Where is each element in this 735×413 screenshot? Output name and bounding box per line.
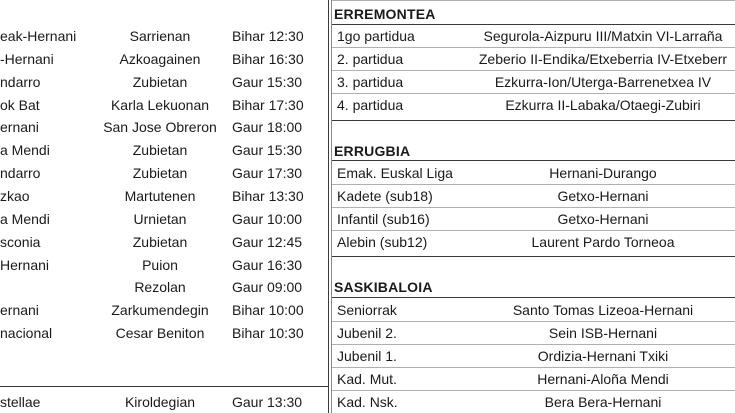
errugbia-row-match: Getxo-Hernani [557,188,649,204]
row-teams: ernani [0,302,39,319]
row-venue: Cesar Beniton [115,325,205,342]
saskibaloia-row-label: Seniorrak [337,302,397,318]
row-time: Gaur 15:30 [232,73,303,90]
row-time: Gaur 10:00 [232,210,303,227]
saskibaloia-row-label: Jubenil 2. [337,325,397,341]
errugbia-title-underline [332,160,735,161]
errugbia-row-match: Getxo-Hernani [557,211,649,227]
row-venue: Rezolan [134,279,186,296]
row-teams: ernani [0,119,39,136]
saskibaloia-row-match: Santo Tomas Lizeoa-Hernani [512,302,694,318]
row-time: Bihar 17:30 [232,96,304,113]
row-teams: nacional [0,325,53,342]
errugbia-row-label: Emak. Euskal Liga [337,165,453,181]
erremontea-row-match: Ezkurra II-Labaka/Otaegi-Zubiri [505,97,701,113]
row-venue: Zubietan [132,165,188,182]
saskibaloia-row-match: Ordizia-Hernani Txiki [537,348,669,364]
saskibaloia-row-label: Kad. Nsk. [337,394,398,410]
row-teams: a Mendi [0,210,50,227]
left-bottom-teams: stellae [0,394,41,410]
row-teams: ndarro [0,165,41,182]
erremontea-row-match: Zeberio II-Endika/Etxeberria IV-Etxeberr [478,51,728,67]
erremontea-row-label: 2. partidua [337,51,404,67]
left-bottom-venue: Kiroldegian [124,394,196,410]
row-venue: Puion [142,256,178,273]
saskibaloia-row-match: Hernani-Aloña Mendi [537,371,669,387]
erremontea-row-separator [332,93,735,94]
erremontea-row-separator [332,47,735,48]
erremontea-title: ERREMONTEA [334,6,436,22]
errugbia-row-separator [332,230,735,231]
errugbia-row-label: Kadete (sub18) [337,188,433,204]
row-time: Gaur 18:00 [232,119,303,136]
erremontea-row-separator [332,70,735,71]
errugbia-title: ERRUGBIA [334,143,411,159]
erremontea-row-match: Ezkurra-Ion/Uterga-Barrenetxea IV [494,74,712,90]
saskibaloia-row-separator [332,344,735,345]
row-time: Bihar 13:30 [232,187,304,204]
saskibaloia-title: SASKIBALOIA [334,279,433,295]
saskibaloia-row-match: Bera Bera-Hernani [544,394,662,410]
row-teams: a Mendi [0,142,50,159]
row-time: Bihar 10:00 [232,302,304,319]
row-teams: sconia [0,233,41,250]
saskibaloia-row-separator [332,367,735,368]
saskibaloia-row-separator [332,321,735,322]
row-teams: -Hernani [0,50,54,67]
row-venue: Sarrienan [129,28,191,44]
left-bottom-time: Gaur 13:30 [232,394,303,410]
row-venue: Zarkumendegin [111,302,209,319]
top-border [332,0,735,1]
saskibaloia-title-underline [332,297,735,298]
row-venue: Karla Lekuonan [110,96,210,113]
row-venue: Zubietan [132,233,188,250]
row-time: Gaur 16:30 [232,256,303,273]
row-teams: zkao [0,187,30,204]
errugbia-row-label: Infantil (sub16) [337,211,430,227]
row-time: Gaur 15:30 [232,142,303,159]
errugbia-row-match: Laurent Pardo Torneoa [531,234,675,250]
errugbia-bottom-line [332,256,735,257]
left-bottom-separator [0,386,328,387]
erremontea-title-underline [332,24,735,25]
erremontea-bottom-line [332,120,735,121]
row-time: Gaur 12:45 [232,233,303,250]
row-teams: eak-Hernani [0,28,77,44]
saskibaloia-row-label: Kad. Mut. [337,371,397,387]
row-teams: ok Bat [0,96,40,113]
saskibaloia-row-match: Sein ISB-Hernani [548,325,658,341]
errugbia-row-label: Alebin (sub12) [337,234,428,250]
row-venue: Zubietan [132,73,188,90]
row-time: Bihar 10:30 [232,325,304,342]
row-time: Gaur 09:00 [232,279,303,296]
erremontea-row-label: 3. partidua [337,74,404,90]
row-teams: ndarro [0,73,41,90]
row-time: Bihar 16:30 [232,50,304,67]
column-divider [328,0,329,413]
row-venue: Martutenen [124,187,196,204]
erremontea-row-label: 4. partidua [337,97,404,113]
row-time: Bihar 12:30 [232,28,304,44]
row-time: Gaur 17:30 [232,165,303,182]
saskibaloia-row-separator [332,390,735,391]
row-venue: Zubietan [132,142,188,159]
row-venue: Azkoagainen [119,50,201,67]
row-venue: San Jose Obreron [103,119,217,136]
row-venue: Urnietan [133,210,187,227]
erremontea-row-match: Segurola-Aizpuru III/Matxin VI-Larraña [483,28,723,44]
errugbia-row-match: Hernani-Durango [549,165,657,181]
saskibaloia-row-label: Jubenil 1. [337,348,397,364]
row-teams: Hernani [0,256,50,273]
errugbia-row-separator [332,207,735,208]
errugbia-row-separator [332,184,735,185]
erremontea-row-label: 1go partidua [337,28,415,44]
